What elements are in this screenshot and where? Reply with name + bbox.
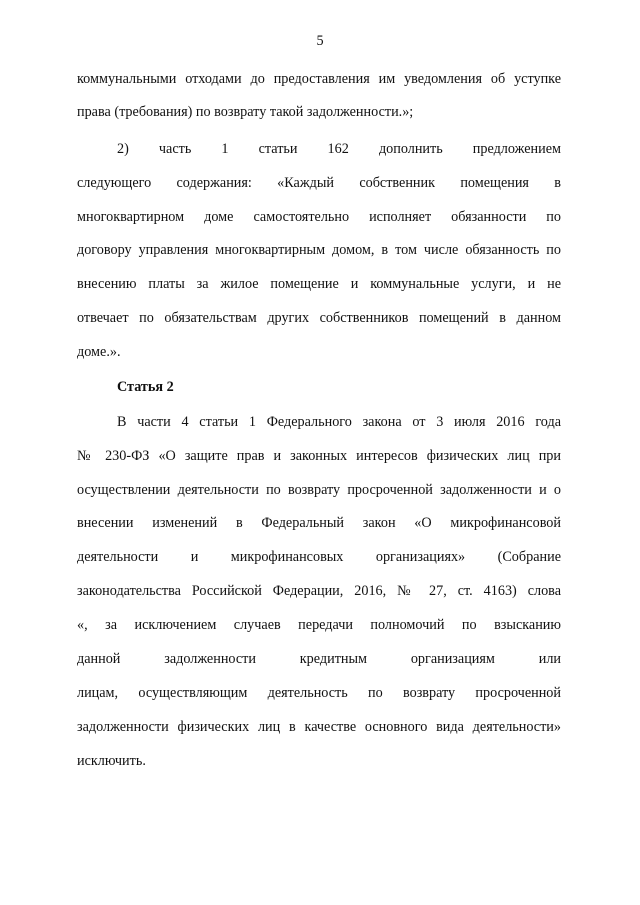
paragraph-2-line-5: внесению платы за жилое помещение и коммунальные услуги, и не [77,276,561,292]
paragraph-1-line-2: права (требования) по возврату такой задолженности.»; [77,104,414,120]
paragraph-3-line-6: законодательства Российской Федерации, 2016, № 27, ст. 4163) слова [77,583,561,599]
paragraph-3-line-1: В части 4 статьи 1 Федерального закона от 3 июля 2016 года [117,414,561,430]
paragraph-3-line-11: исключить. [77,753,146,769]
paragraph-3-line-5: деятельности и микрофинансовых организациях» (Собрание [77,549,561,565]
paragraph-3-line-9: лицам, осуществляющим деятельность по возврату просроченной [77,685,561,701]
paragraph-2-line-7: доме.». [77,344,121,360]
paragraph-3-line-3: осуществлении деятельности по возврату просроченной задолженности и о [77,482,561,498]
paragraph-3-line-10: задолженности физических лиц в качестве основного вида деятельности» [77,719,561,735]
article-heading: Статья 2 [117,379,174,395]
paragraph-2-line-1: 2) часть 1 статьи 162 дополнить предложением [117,141,561,157]
paragraph-3-line-8: данной задолженности кредитным организациям или [77,651,561,667]
paragraph-3-line-7: «, за исключением случаев передачи полномочий по взысканию [77,617,561,633]
paragraph-1-line-1: коммунальными отходами до предоставления им уведомления об уступке [77,71,561,87]
page-number: 5 [316,33,324,49]
paragraph-2-line-6: отвечает по обязательствам других собственников помещений в данном [77,310,561,326]
paragraph-2-line-2: следующего содержания: «Каждый собственник помещения в [77,175,561,191]
paragraph-2-line-3: многоквартирном доме самостоятельно исполняет обязанности по [77,209,561,225]
paragraph-3-line-2: № 230-ФЗ «О защите прав и законных интересов физических лиц при [77,448,561,464]
paragraph-2-line-4: договору управления многоквартирным домом, в том числе обязанность по [77,242,561,258]
paragraph-3-line-4: внесении изменений в Федеральный закон «О микрофинансовой [77,515,561,531]
